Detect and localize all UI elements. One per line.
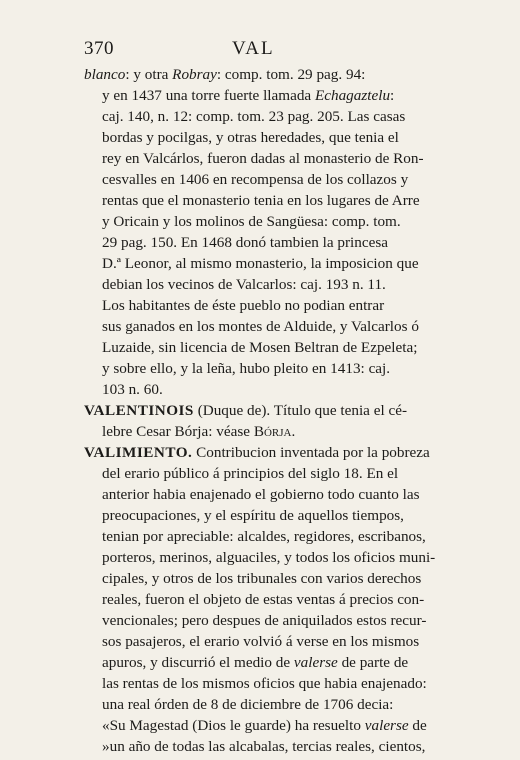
text-fragment: y en 1437 una torre fuerte llamada: [102, 87, 315, 104]
cross-reference: Bórja: [253, 423, 292, 440]
text-line: rentas que el monasterio tenia en los lugares de Arre: [102, 192, 420, 209]
entry-first-line: [84, 400, 452, 421]
text-line: sos pasajeros, el erario volvió á verse en los mismos: [102, 633, 420, 650]
italic-word: blanco: [84, 66, 126, 83]
text-line: [84, 64, 452, 85]
text-line: las rentas de los mismos oficios que habia enajenado:: [102, 675, 427, 692]
italic-word: valerse: [364, 717, 409, 734]
entry-text: (Duque de). Título que tenia el cé-: [193, 402, 407, 419]
text-line: sus ganados en los montes de Alduide, y Valcarlos ó: [102, 318, 419, 335]
italic-word: Echagaztelu: [314, 87, 391, 104]
running-head: VAL: [232, 38, 275, 59]
text-line: debian los vecinos de Valcarlos: caj. 193 n. 11.: [102, 276, 386, 293]
text-fragment: «Su Magestad (Dios le guarde) ha resuelto: [102, 717, 365, 734]
text-line: y Oricain y los molinos de Sangüesa: comp. tom.: [102, 213, 401, 230]
text-line: cipales, y otros de los tribunales con varios derechos: [102, 570, 422, 587]
entry-text: Contribucion inventada por la pobreza: [192, 444, 430, 461]
text-line: [84, 421, 452, 442]
text-line: [84, 85, 452, 106]
text-fragment: de parte de: [337, 654, 409, 671]
text-line: tenian por apreciable: alcaldes, regidores, escribanos,: [102, 528, 426, 545]
text-fragment: :: [390, 87, 395, 104]
text-line: rey en Valcárlos, fueron dadas al monasterio de Ron-: [102, 150, 424, 167]
text-line: 103 n. 60.: [102, 381, 163, 398]
text-fragment: de: [408, 717, 427, 734]
text-line: [84, 715, 452, 736]
text-line: bordas y pocilgas, y otras heredades, que tenia el: [102, 129, 399, 146]
text-line: porteros, merinos, alguaciles, y todos los oficios muni-: [102, 549, 436, 566]
text-line: D.ª Leonor, al mismo monasterio, la imposicion que: [102, 255, 419, 272]
entry-first-line: [84, 442, 452, 463]
text-line: preocupaciones, y el espíritu de aquellos tiempos,: [102, 507, 404, 524]
text-line: Luzaide, sin licencia de Mosen Beltran de Ezpeleta;: [102, 339, 418, 356]
text-line: Los habitantes de éste pueblo no podian entrar: [102, 297, 385, 314]
entry-headword: VALIMIENTO.: [84, 444, 193, 461]
text-line: vencionales; pero despues de aniquilados estos recur-: [102, 612, 427, 629]
entry-valimiento: [84, 442, 452, 757]
text-fragment: apuros, y discurrió el medio de: [102, 654, 294, 671]
text-line: cesvalles en 1406 en recompensa de los collazos y: [102, 171, 409, 188]
text-line: »un año de todas las alcabalas, tercias reales, cientos,: [102, 738, 426, 755]
text-fragment: .: [291, 423, 296, 440]
text-line: [84, 652, 452, 673]
entry-headword: VALENTINOIS: [84, 402, 194, 419]
text-fragment: lebre Cesar Bórja: véase: [102, 423, 254, 440]
text-fragment: : y otra: [125, 66, 173, 83]
text-line: 29 pag. 150. En 1468 donó tambien la princesa: [102, 234, 388, 251]
page-header: [84, 38, 472, 62]
page-number: 370: [84, 38, 114, 59]
italic-word: valerse: [293, 654, 338, 671]
entry-valentinois: [84, 400, 452, 442]
text-line: y sobre ello, y la leña, hubo pleito en 1413: caj.: [102, 360, 391, 377]
text-line: del erario público á principios del siglo 18. En el: [102, 465, 399, 482]
text-fragment: : comp. tom. 29 pag. 94:: [216, 66, 366, 83]
body-text: [84, 64, 452, 757]
italic-word: Robray: [172, 66, 217, 83]
text-line: anterior habia enajenado el gobierno todo cuanto las: [102, 486, 420, 503]
continued-entry: [84, 64, 452, 400]
text-line: caj. 140, n. 12: comp. tom. 23 pag. 205. Las casas: [102, 108, 406, 125]
text-line: reales, fueron el objeto de estas ventas á precios con-: [102, 591, 425, 608]
text-line: una real órden de 8 de diciembre de 1706 decia:: [102, 696, 394, 713]
